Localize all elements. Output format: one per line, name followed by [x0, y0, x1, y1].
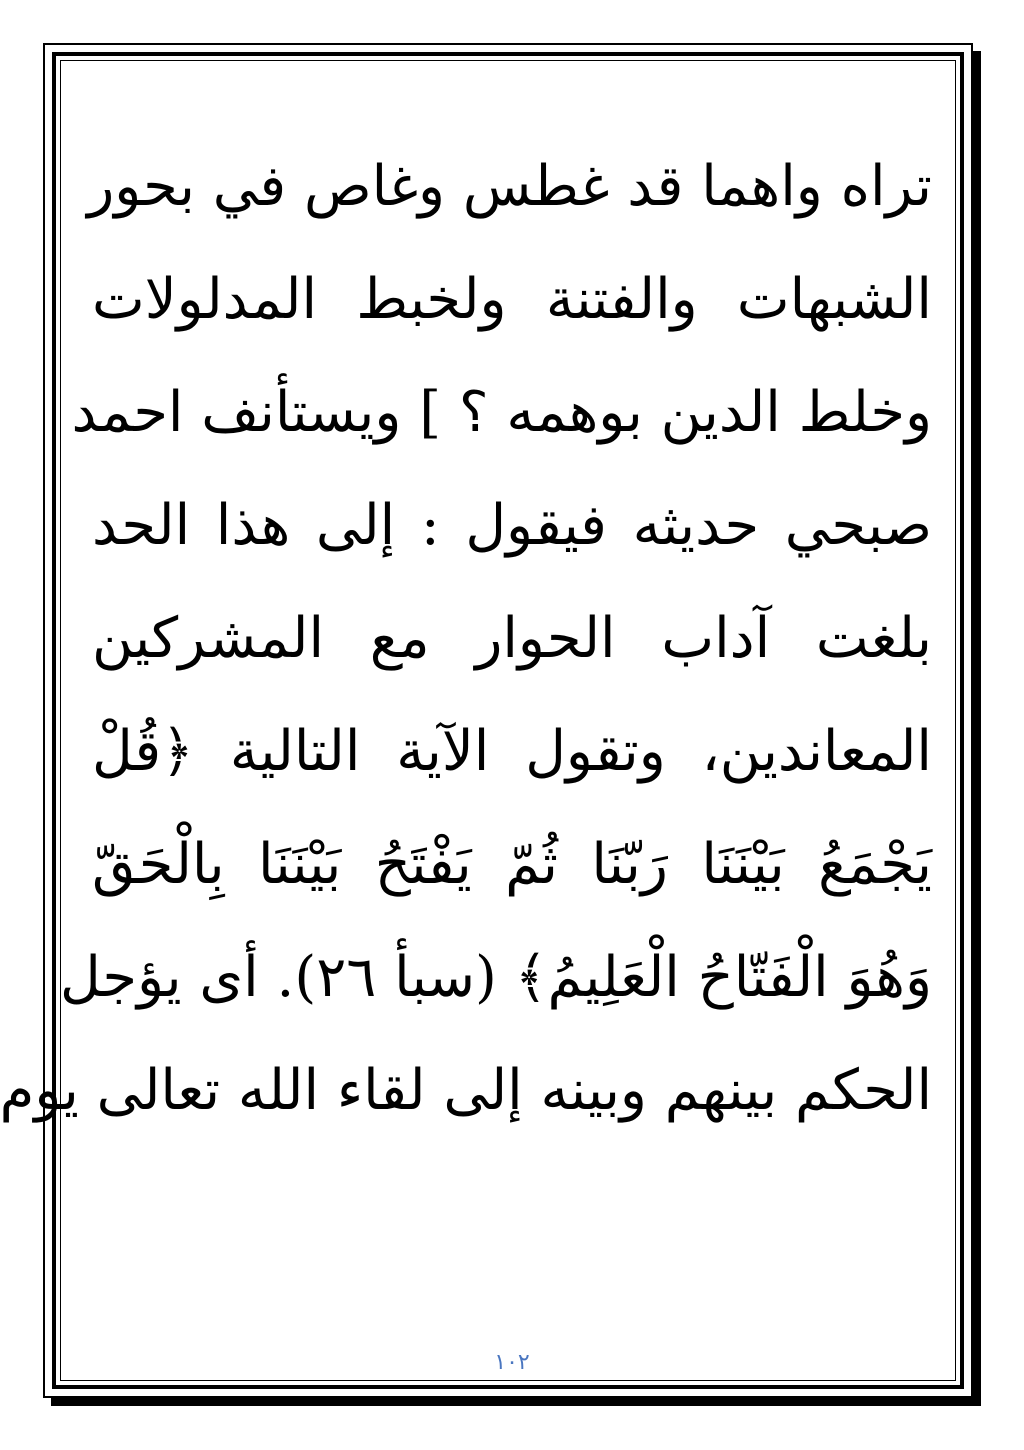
text-line-3: وخلط الدين بوهمه ؟ ] ويستأنف احمد	[71, 380, 932, 445]
text-line-1: تراه واهما قد غطس وغاص في بحور	[87, 154, 932, 219]
text-line-4: صبحي حديثه فيقول : إلى هذا الحد	[92, 493, 932, 558]
text-line-7: يَجْمَعُ بَيْنَنَا رَبّنَا ثُمّ يَفْتَحُ بَيْنَنَا بِالْحَقّ	[92, 832, 932, 897]
body-text	[0, 130, 932, 1147]
text-line-5: بلغت آداب الحوار مع المشركين	[92, 606, 932, 671]
text-line-6: المعاندين، وتقول الآية التالية ﴿قُلْ	[92, 719, 932, 784]
text-line-2: الشبهات والفتنة ولخبط المدلولات	[92, 267, 932, 332]
text-line-9: الحكم بينهم وبينه إلى لقاء الله تعالى يوم	[0, 1058, 932, 1123]
page-number: ١٠٢	[494, 1350, 530, 1375]
text-line-8: وَهُوَ الْفَتّاحُ الْعَلِيمُ﴾ (سبأ ٢٦). أى يؤجل	[60, 945, 932, 1010]
